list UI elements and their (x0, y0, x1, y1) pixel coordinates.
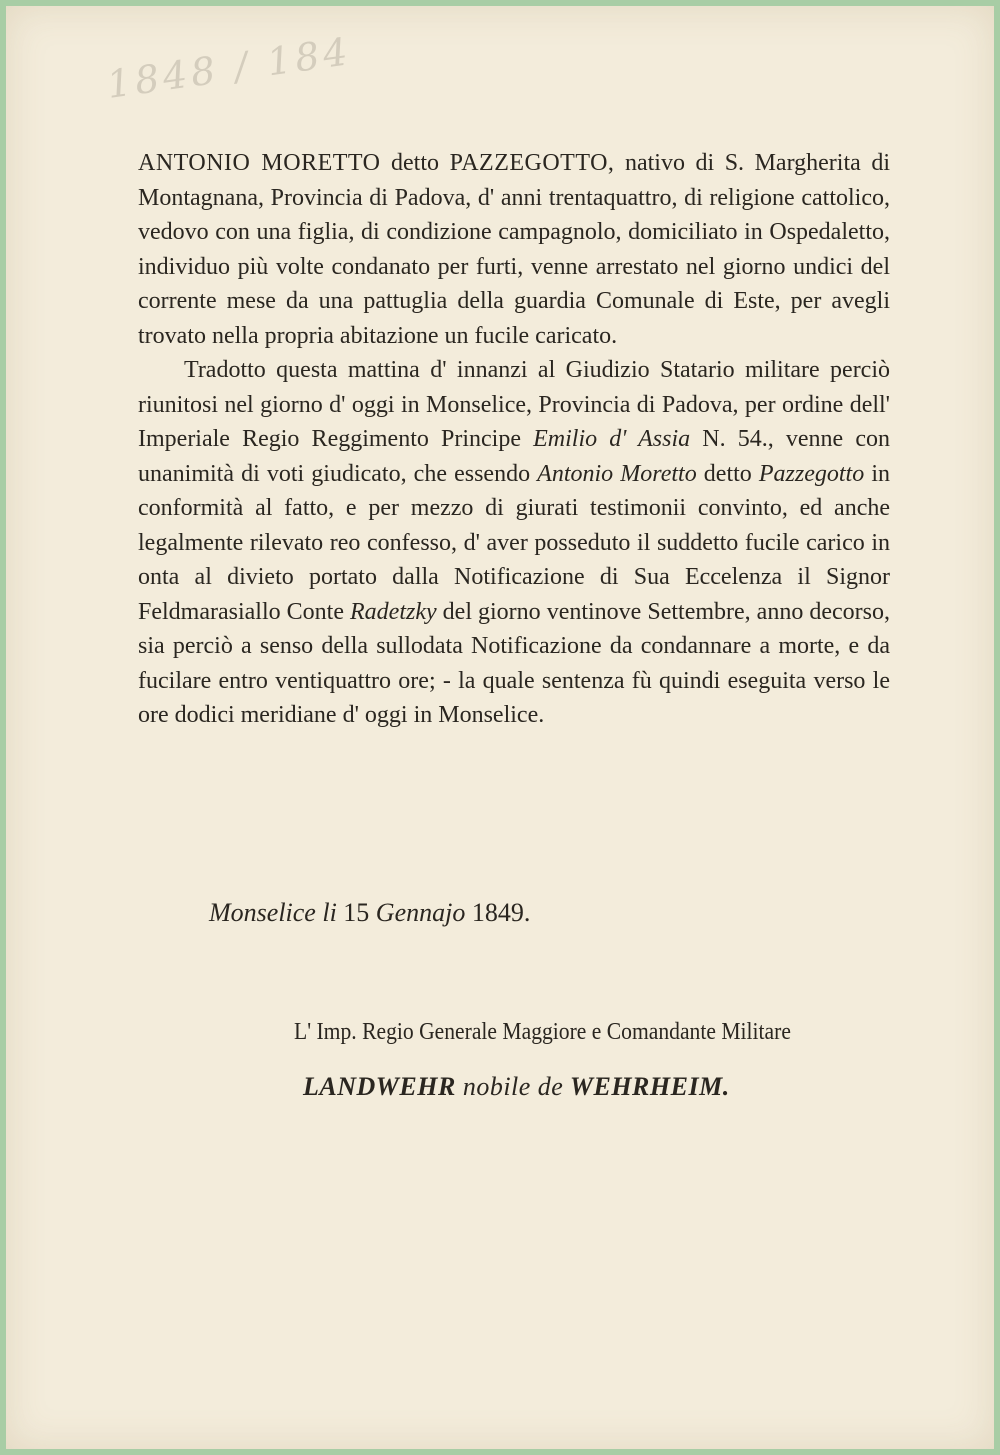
paragraph-1-text: nativo di S. Margherita di Montagnana, Provincia di Padova, d' anni trentaquattro, di religione cattolico, vedovo con una figlia, di condizione campagnolo, domiciliato in Ospedaletto, individuo più volte condanato per furti, venne arrestato nel giorno undici del corrente mese da una pattuglia della guardia Comunale di Este, per avegli trovato nella propria abitazione un fucile caricato. (138, 150, 890, 349)
p2-italic-regiment: Emilio d' Assia (533, 426, 691, 452)
body-text (138, 146, 890, 733)
p2-italic-name: Antonio Moretto (537, 460, 697, 487)
p2-italic-alias: Pazzegotto (758, 460, 865, 487)
p2-text-4: in conformità al fatto, e per mezzo di giurati testimonii convinto, ed anche legalmente rilevato reo confesso, d' aver posseduto il suddetto fucile carico in onta al divieto portato dalla Notificazione di Sua Eccelenza il Signor Feldmarasiallo Conte (138, 460, 890, 625)
p2-text-1: Tradotto questa mattina d' innanzi al Giudizio Statario militare perciò riunitosi nel giorno d' oggi in Monselice, Provincia di Padova, per ordine dell' Imperiale Regio Reggimento Principe (138, 357, 890, 452)
document-sheet (6, 6, 994, 1449)
signature-nobile: nobile de (462, 1072, 564, 1101)
paragraph-1 (138, 146, 890, 353)
dateline (209, 898, 530, 928)
dateline-month: Gennajo (375, 898, 466, 927)
alias-caps: PAZZEGOTTO, (449, 150, 615, 176)
p2-text-3: detto (696, 460, 759, 487)
p2-italic-radetzky: Radetzky (350, 598, 437, 625)
signature-name-2: WEHRHEIM. (569, 1072, 730, 1101)
signature-name-1: LANDWEHR (303, 1072, 456, 1101)
paragraph-2 (138, 353, 890, 733)
pencil-annotation: 1848 / 184 (104, 29, 355, 107)
p2-text-5: del giorno ventinove Settembre, anno decorso, sia perciò a senso della sullodata Notificazione da condannare a morte, e da fucilare entro ventiquattro ore; - la quale sentenza fù quindi eseguita verso le ore dodici meridiane d' oggi in Monselice. (138, 598, 890, 728)
name-caps: ANTONIO MORETTO (138, 150, 381, 176)
dateline-place: Monselice li (209, 898, 337, 927)
dateline-day: 15 (343, 898, 370, 927)
p2-text-2: N. 54., venne con unanimità di voti giudicato, che essendo (138, 426, 890, 487)
detto-text: detto (380, 150, 450, 176)
dateline-year: 1849. (471, 898, 531, 927)
signature-title: L' Imp. Regio Generale Maggiore e Comandante Militare (294, 1019, 791, 1045)
signature-name (303, 1072, 730, 1102)
